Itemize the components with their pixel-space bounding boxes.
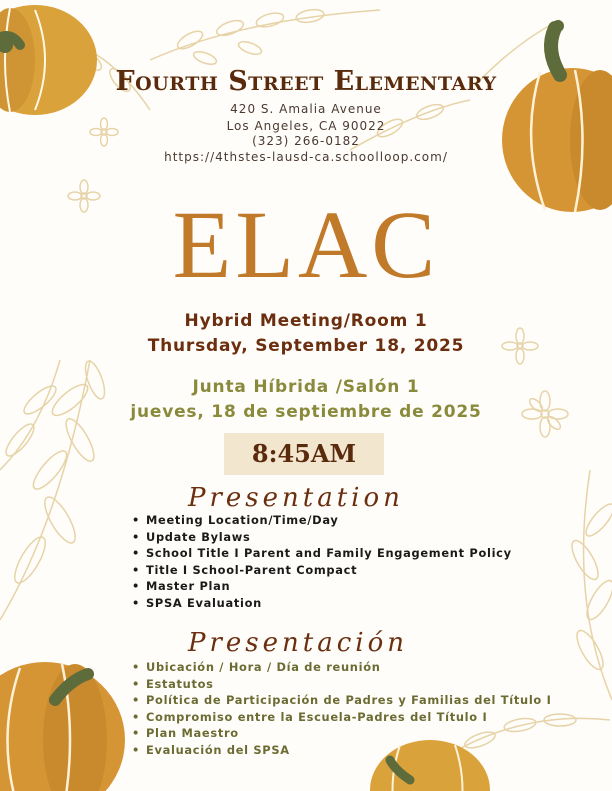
spanish-meeting-type: Junta Híbrida /Salón 1 xyxy=(192,377,420,397)
presentation-heading-en: Presentation xyxy=(188,483,404,513)
school-address-line1: 420 S. Amalia Avenue xyxy=(230,102,382,116)
list-item: • Title I School-Parent Compact xyxy=(132,562,512,579)
pumpkin-top-left xyxy=(0,5,97,115)
list-item: • SPSA Evaluation xyxy=(132,595,512,612)
list-item: • Estatutos xyxy=(132,676,552,693)
list-item: • Master Plan xyxy=(132,578,512,595)
list-item: • Evaluación del SPSA xyxy=(132,742,552,759)
list-item: • Update Bylaws xyxy=(132,529,512,546)
school-phone: (323) 266-0182 xyxy=(252,134,360,148)
pumpkin-top-right xyxy=(502,20,612,212)
list-item: • Meeting Location/Time/Day xyxy=(132,512,512,529)
presentation-list-en xyxy=(132,512,512,612)
school-website-link[interactable]: https://4thstes-lausd-ca.schoolloop.com/ xyxy=(164,150,448,164)
school-name: Fourth Street Elementary xyxy=(115,66,497,97)
meeting-time: 8:45AM xyxy=(224,433,384,475)
spanish-meeting-date: jueves, 18 de septiembre de 2025 xyxy=(130,402,482,422)
english-meeting-date: Thursday, September 18, 2025 xyxy=(147,336,465,356)
list-item: • Política de Participación de Padres y Familias del Título I xyxy=(132,692,552,709)
list-item: • Ubicación / Hora / Día de reunión xyxy=(132,659,552,676)
presentation-list-es xyxy=(132,659,552,759)
pumpkin-bottom-left xyxy=(0,662,125,791)
english-meeting-type: Hybrid Meeting/Room 1 xyxy=(184,311,428,331)
event-title: ELAC xyxy=(172,191,440,298)
list-item: • School Title I Parent and Family Engagement Policy xyxy=(132,545,512,562)
presentation-heading-es: Presentación xyxy=(188,628,409,658)
list-item: • Compromiso entre la Escuela-Padres del Título I xyxy=(132,709,552,726)
school-address-line2: Los Angeles, CA 90022 xyxy=(226,119,386,133)
list-item: • Plan Maestro xyxy=(132,725,552,742)
